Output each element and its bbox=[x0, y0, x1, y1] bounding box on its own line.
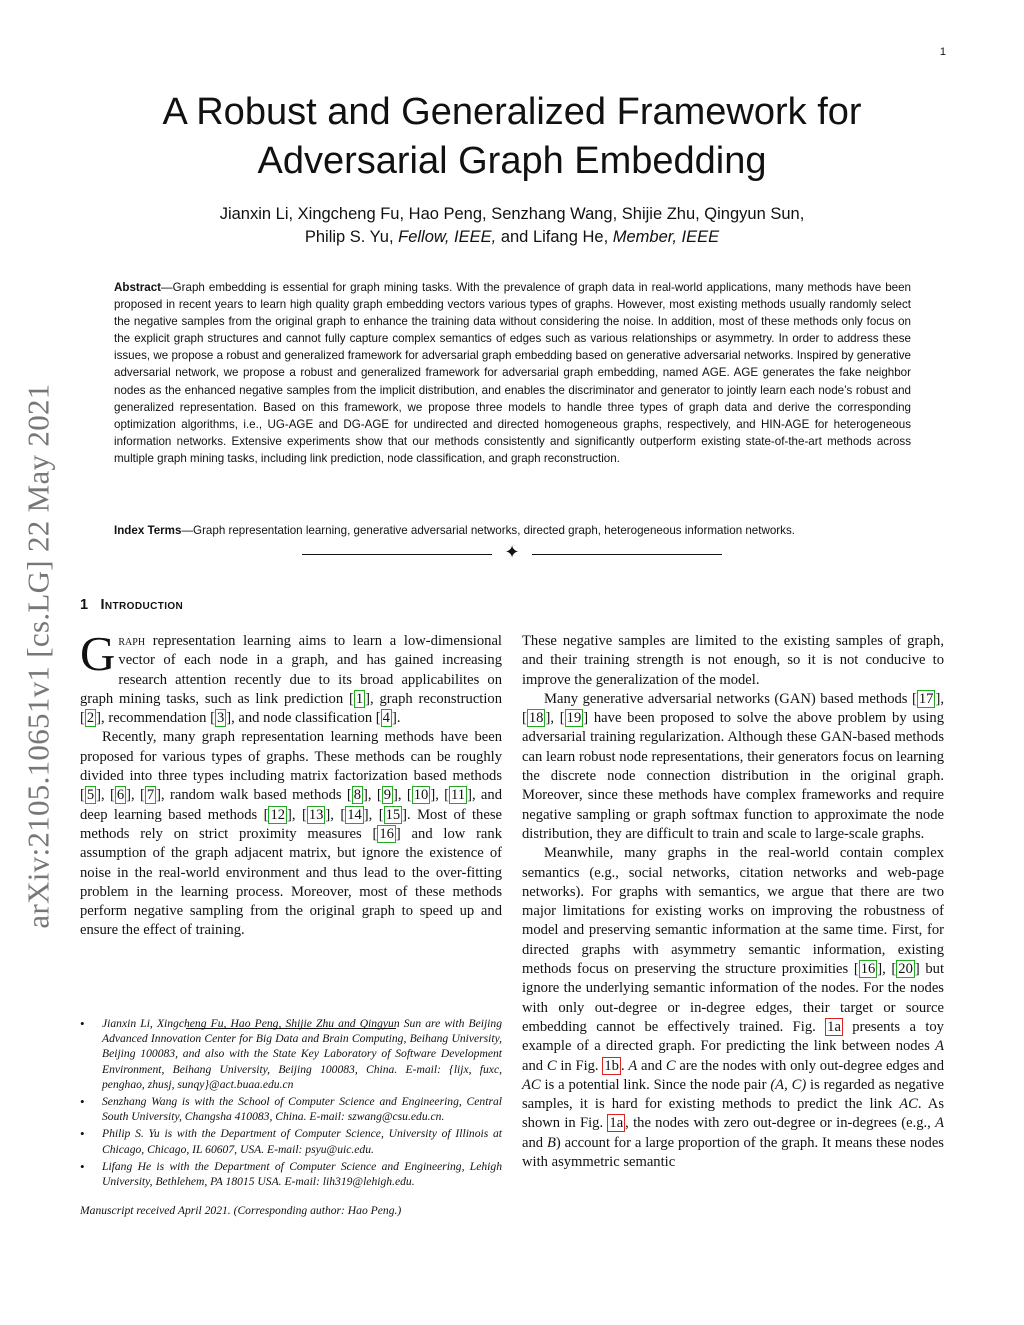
intro-paragraph-1: Graph representation learning aims to learn a low-dimensional vector of each node in a graph, and has gained increasing research attention recently due to its broad applicabilites on graph mining tasks, such as link prediction [ 1 ], graph reconstruction [ 2 ], recommendation [ 3 ], and node classification [ 4 ]. bbox=[80, 626, 502, 727]
paper-title-line-1: A Robust and Generalized Framework for bbox=[162, 91, 862, 133]
intro-text: ) account for a large proportion of the graph. It means these nodes with asymmetric semantic bbox=[522, 1134, 944, 1171]
separator: and bbox=[522, 1134, 547, 1151]
divider-rule-right bbox=[532, 554, 722, 555]
intro-text: are the nodes with only out-degree edges and bbox=[675, 1057, 945, 1074]
separator: , bbox=[550, 710, 560, 727]
intro-text: Meanwhile, many graphs in the real-world contain complex semantics (e.g., social networks, citation networks and web-page networks). For graphs with semantics, we argue that there are two major limitations for existing works on improving the robustness of model and preserving semantic information at the same time. First, for directed graphs with asymmetry semantic information, existing methods focus on preserving the structure proximities bbox=[522, 845, 944, 978]
citation-link[interactable]: 15 bbox=[385, 806, 401, 823]
intro-text: but ignore the underlying semantic information of the nodes. For the nodes with only out-degree or in-degree edges, their target or source embedding cannot be effectively trained. Fig. bbox=[522, 961, 945, 1035]
separator: , bbox=[330, 806, 341, 823]
citation-link[interactable]: 9 bbox=[383, 787, 392, 804]
author-list bbox=[100, 203, 924, 249]
intro-text: and low rank assumption of the graph adjacent matrix, but ignore the existence of noise in the real-world environment and thus lead to the over-fitting problem in the learning process. Moreover, most of these methods perform negative sampling from the original graph to speed up and ensure the effect of training. bbox=[80, 825, 502, 939]
right-column bbox=[522, 632, 944, 1172]
author-yu-role: Fellow, IEEE, bbox=[398, 228, 497, 246]
arxiv-identifier-text: arXiv:2105.10651v1 [cs.LG] 22 May 2021 bbox=[21, 383, 56, 929]
section-number: 1 bbox=[80, 597, 89, 613]
citation-link[interactable]: 11 bbox=[451, 787, 466, 804]
intro-text: in Fig. bbox=[556, 1057, 603, 1074]
intro-text: , random walk based methods bbox=[161, 787, 347, 804]
footnote-item: • Lifang He is with the Department of Computer Science and Engineering, Lehigh University, Bethlehem, PA 18015 USA. E-mail: lih319@lehigh.edu. bbox=[80, 1159, 502, 1189]
figure-link[interactable]: 1b bbox=[604, 1057, 619, 1074]
separator: , bbox=[397, 787, 407, 804]
separator: , bbox=[131, 787, 140, 804]
citation-link[interactable]: 12 bbox=[270, 806, 286, 823]
dropcap: G bbox=[80, 626, 116, 681]
manuscript-note: Manuscript received April 2021. (Corresponding author: Hao Peng.) bbox=[80, 1204, 402, 1218]
separator: , bbox=[367, 787, 377, 804]
intro-paragraph-5: Meanwhile, many graphs in the real-world contain complex semantics (e.g., social networks, citation networks and web-page networks). For graphs with semantics, we argue that there are two major limitations for existing works on improving the robustness of model and preserving semantic information at the same time. First, for directed graphs with asymmetry semantic information, existing methods focus on preserving the structure proximities [ 16 ], [ 20 ] but ignore the underlying semantic information of the nodes. For the nodes with only out-degree or in-degree edges, their target or source embedding cannot be effectively trained. Fig. 1a presents a toy example of a directed graph. For predicting the link between nodes A and C in Fig. 1b . A and C are the nodes with only out-degree edges and AC is a potential link. Since the node pair (A, C) is regarded as negative samples, it is hard for existing methods to predict the link AC. As shown in Fig. 1a , the nodes with zero out-degree or in-degrees (e.g., A and B) account for a large proportion of the graph. It means these nodes with asymmetric semantic bbox=[522, 845, 945, 1171]
intro-text: Recently, many graph representation learning methods have been proposed for various types of graphs. These methods can be roughly divided into three types including matrix factorization based methods bbox=[80, 729, 502, 785]
separator: , bbox=[368, 806, 379, 823]
intro-paragraph-4: Many generative adversarial networks (GAN) based methods [ 17 ], [ 18 ], [ 19 ] have been proposed to solve the above problem by using adversarial training regularization. Although these GAN-based methods can learn robust node representations, their generators focus on learning the discrete node connection distribution in the original graph. Moreover, since these methods have complex frameworks and require negative sampling or graph softmax function to approximate the node distribution, they are difficult to train and scale to large-scale graphs. bbox=[522, 690, 945, 842]
author-line-1: Jianxin Li, Xingcheng Fu, Hao Peng, Senzhang Wang, Shijie Zhu, Qingyun Sun, bbox=[219, 205, 805, 223]
intro-text: . As shown in Fig. bbox=[522, 1096, 944, 1132]
author-he-role: Member, IEEE bbox=[612, 228, 720, 246]
intro-paragraph-2: Recently, many graph representation learning methods have been proposed for various types of graphs. These methods can be roughly divided into three types including matrix factorization based methods [ 5 ], [ 6 ], [ 7 ], random walk based methods [ 8 ], [ 9 ], [ 10 ], [ 11 ], and deep learning based methods [ 12 ], [ 13 ], [ 14 ], [ 15 ]. Most of these methods rely on strict proximity measures [ 16 ] and low rank assumption of the graph adjacent matrix, but ignore the existence of noise in the real-world environment and thus lead to the over-fitting problem in the learning process. Moreover, most of these methods perform negative sampling from the original graph to speed up and ensure the effect of training. bbox=[80, 729, 502, 939]
separator: , bbox=[101, 787, 110, 804]
math-var: A bbox=[628, 1057, 638, 1074]
citation-link[interactable]: 18 bbox=[528, 710, 544, 727]
figure-link[interactable]: 1a bbox=[609, 1115, 624, 1132]
divider-rule-left bbox=[302, 554, 492, 555]
author-footnotes bbox=[80, 1016, 502, 1218]
citation-link[interactable]: 17 bbox=[918, 690, 934, 707]
separator: , bbox=[291, 806, 302, 823]
intro-text: Many generative adversarial networks (GAN) based methods bbox=[544, 690, 912, 707]
citation-link[interactable]: 1 bbox=[355, 690, 364, 707]
separator: and bbox=[522, 1057, 547, 1074]
citation-link[interactable]: 14 bbox=[347, 806, 362, 823]
intro-text: . bbox=[396, 710, 401, 727]
abstract bbox=[114, 279, 911, 467]
intro-text: , graph reconstruction bbox=[370, 690, 502, 707]
dropcap-continuation: raph bbox=[118, 633, 146, 649]
citation-link[interactable]: 10 bbox=[413, 787, 429, 804]
citation-link[interactable]: 3 bbox=[216, 710, 225, 727]
math-var: AC bbox=[522, 1076, 541, 1093]
separator: , bbox=[435, 787, 445, 804]
page-number: 1 bbox=[939, 46, 946, 58]
math-var: A bbox=[935, 1115, 944, 1132]
math-var: A bbox=[935, 1038, 944, 1055]
paper-title-line-2: Adversarial Graph Embedding bbox=[257, 140, 767, 182]
index-terms-text: —Graph representation learning, generative adversarial networks, directed graph, heterogeneous information networks. bbox=[181, 524, 795, 537]
paper-title bbox=[100, 88, 924, 186]
intro-text: representation learning aims to learn a low-dimensional vector of each node in a graph, and has gained increasing research attention recently due to its broad applicabilites on graph mining tasks, such as link prediction bbox=[80, 633, 502, 707]
author-yu: Philip S. Yu, bbox=[304, 228, 399, 246]
separator: , bbox=[940, 690, 944, 707]
citation-link[interactable]: 19 bbox=[566, 710, 582, 727]
section-heading-introduction bbox=[80, 597, 183, 613]
math-var: AC bbox=[899, 1096, 918, 1113]
intro-text: , the nodes with zero out-degree or in-degrees (e.g., bbox=[625, 1115, 936, 1132]
math-var: C bbox=[665, 1057, 676, 1074]
intro-text: have been proposed to solve the above problem by using adversarial training regularization. Although these GAN-based methods can learn robust node representations, their generators focus on learning the discrete node connection distribution in the original graph. Moreover, since these methods have complex frameworks and require negative sampling or graph softmax function to approximate the node distribution, they are difficult to train and scale to large-scale graphs. bbox=[522, 710, 945, 842]
separator: , bbox=[882, 961, 892, 978]
section-title: Introduction bbox=[100, 597, 184, 613]
citation-link[interactable]: 16 bbox=[379, 825, 394, 842]
footnote-item: • Senzhang Wang is with the School of Computer Science and Engineering, Central South University, Changsha 410083, China. E-mail: szwang@csu.edu.cn. bbox=[80, 1094, 502, 1124]
citation-link[interactable]: 13 bbox=[308, 806, 324, 823]
figure-link[interactable]: 1a bbox=[827, 1018, 841, 1035]
intro-text: is a potential link. Since the node pair bbox=[540, 1076, 771, 1093]
index-terms bbox=[114, 522, 911, 539]
arxiv-identifier bbox=[14, 346, 64, 966]
citation-link[interactable]: 8 bbox=[353, 787, 362, 804]
intro-text: . Most of these methods rely on strict proximity measures bbox=[80, 806, 502, 842]
citation-link[interactable]: 4 bbox=[382, 710, 390, 727]
abstract-label: Abstract bbox=[114, 281, 162, 294]
index-terms-label: Index Terms bbox=[114, 524, 182, 537]
math-var: B bbox=[546, 1134, 556, 1151]
footnote-item: • Philip S. Yu is with the Department of Computer Science, University of Illinois at Chicago, Chicago, IL 60607, USA. E-mail: psyu@uic.edu. bbox=[80, 1126, 502, 1156]
math-var: (A, C) bbox=[770, 1076, 807, 1093]
citation-link[interactable]: 16 bbox=[860, 961, 876, 978]
citation-link[interactable]: 2 bbox=[86, 710, 95, 727]
footnote-list bbox=[80, 1016, 502, 1189]
divider-star-icon: ✦ bbox=[504, 542, 520, 562]
intro-text: is regarded as negative samples, it is hard for existing methods to predict the link bbox=[522, 1076, 944, 1113]
intro-paragraph-3: These negative samples are limited to the existing samples of graph, and their training strength is not enough, so it is not conducive to improve the generalization of the model. bbox=[522, 633, 944, 688]
intro-text: , recommendation bbox=[101, 710, 211, 727]
author-he: and Lifang He, bbox=[496, 228, 613, 246]
left-column bbox=[80, 626, 502, 941]
intro-text: , and deep learning based methods bbox=[80, 787, 502, 823]
intro-text: , and node classification bbox=[231, 710, 376, 727]
separator: and bbox=[637, 1057, 666, 1074]
citation-link[interactable]: 7 bbox=[146, 787, 155, 804]
section-divider bbox=[302, 542, 722, 565]
intro-text: presents a toy example of a directed graph. For predicting the link between nodes bbox=[522, 1018, 944, 1055]
citation-link[interactable]: 6 bbox=[116, 787, 125, 804]
abstract-text: —Graph embedding is essential for graph mining tasks. With the prevalence of graph data in real-world applications, many methods have been proposed in recent years to learn high quality graph embedding vectors various types of graphs. However, most existing methods usually randomly select the negative samples from the original graph to enhance the training data without considering the noise. In addition, most of these methods only focus on the explicit graph structures and cannot fully capture complex semantics of edges such as various relationships or asymmetry. In order to address these issues, we propose a robust and generalized framework for adversarial graph embedding based on generative adversarial networks. Inspired by generative adversarial network, we propose a robust and generalized framework for adversarial graph embedding, named AGE. AGE generates the fake neighbor nodes as the enhanced negative samples from the implicit distribution, and enables the discriminator and generator to jointly learn each node’s robust and generalized representation. Based on this framework, we propose three models to handle three types of graph data and derive the corresponding optimization algorithms, i.e., UG-AGE and DG-AGE for undirected and directed homogeneous graphs, respectively, and HIN-AGE for heterogeneous information networks. Extensive experiments show that our methods consistently and significantly outperform existing state-of-the-art methods across multiple graph mining tasks, including link prediction, node classification, and graph reconstruction. bbox=[114, 281, 911, 465]
citation-link[interactable]: 5 bbox=[86, 787, 95, 804]
citation-link[interactable]: 20 bbox=[898, 961, 913, 978]
math-var: C bbox=[546, 1057, 557, 1074]
footnote-item: • Jianxin Li, Xingcheng Fu, Hao Peng, Shijie Zhu and Qingyun Sun are with Beijing Advanced Innovation Center for Big Data and Brain Computing, Beihang University, Beijing 100083, and also with the State Key Laboratory of Software Development Environment, Beihang University, Beijing 100083, China. E-mail: {lijx, fuxc, penghao, zhusj, sunqy}@act.buaa.edu.cn bbox=[80, 1016, 502, 1092]
